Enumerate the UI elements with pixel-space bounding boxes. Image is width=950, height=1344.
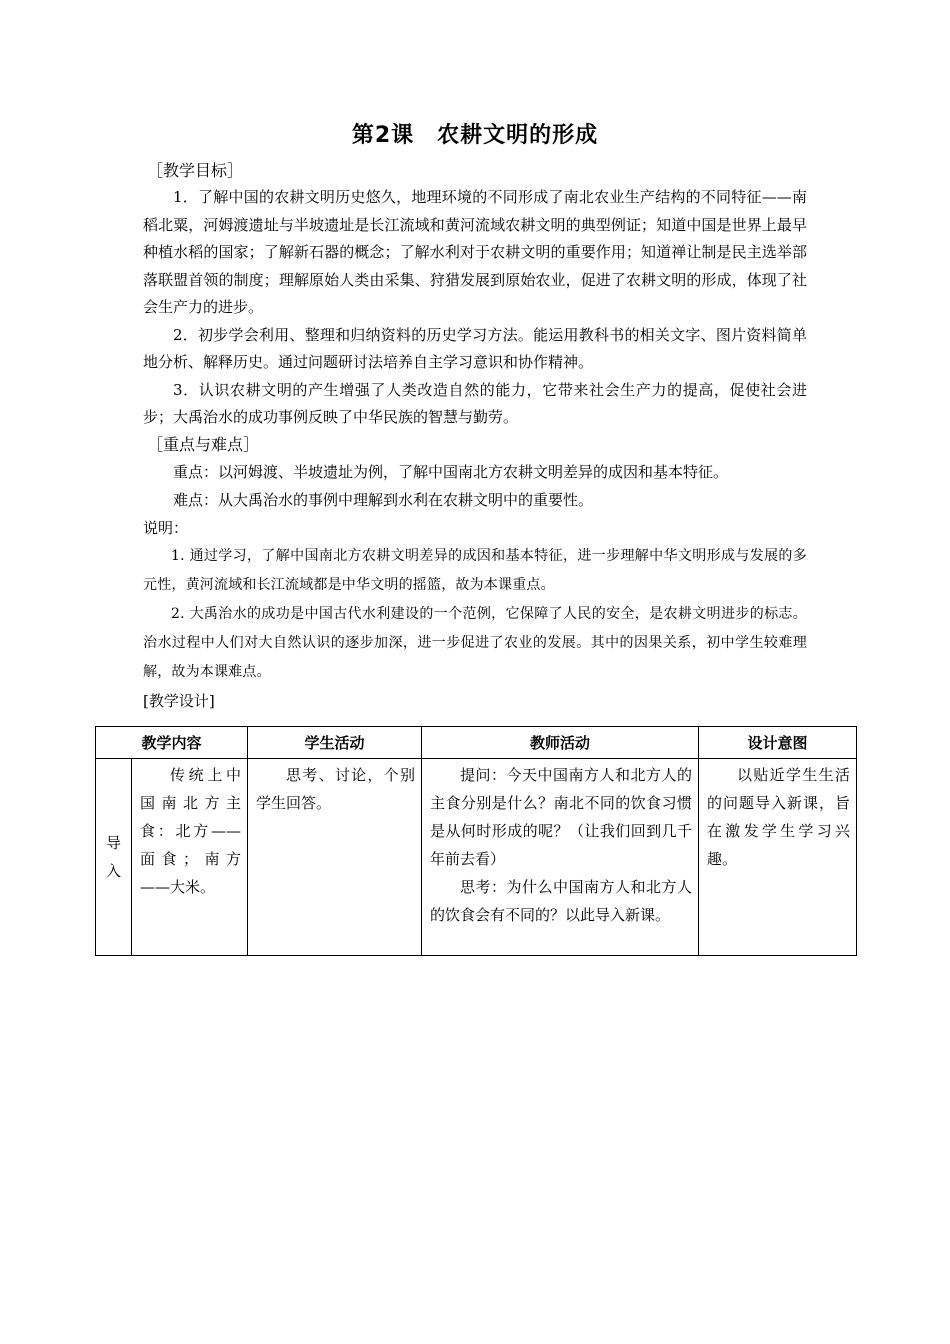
objectives-heading: ［教学目标］: [147, 161, 244, 180]
header-student: 学生活动: [248, 727, 422, 759]
content-cell: [132, 759, 248, 956]
intent-cell: [699, 759, 857, 956]
content-text: 传统上中国南北方主食：北方——面食；南方——大米。: [140, 766, 242, 896]
stage-char: 导: [105, 834, 121, 852]
stage-cell: [96, 759, 132, 956]
objective-item: 1．了解中国的农耕文明历史悠久，地理环境的不同形成了南北农业生产结构的不同特征——南稻北粟，河姆渡遗址与半坡遗址是长江流域和黄河流域农耕文明的典型例证；知道中国是世界上最早种植水稻的国家；了解新石器的概念；了解水利对于农耕文明的重要作用；知道禅让制是民主选举部落联盟首领的制度；理解原始人类由采集、狩猎发展到原始农业，促进了农耕文明的形成，体现了社会生产力的进步。: [143, 188, 807, 316]
teacher-cell: [422, 759, 699, 956]
student-text: 思考、讨论，个别学生回答。: [256, 766, 416, 812]
header-intent: 设计意图: [699, 727, 857, 759]
objective-item: 3．认识农耕文明的产生增强了人类改造自然的能力，它带来社会生产力的提高，促使社会进步；大禹治水的成功事例反映了中华民族的智慧与勤劳。: [143, 380, 807, 426]
key-point: 重点：以河姆渡、半坡遗址为例，了解中国南北方农耕文明差异的成因和基本特征。: [173, 462, 729, 481]
teacher-text: 思考：为什么中国南方人和北方人的饮食会有不同的？以此导入新课。: [430, 878, 693, 924]
explanation-label: 说明：: [143, 518, 189, 537]
explanation-item: 2. 大禹治水的成功是中国古代水利建设的一个范例，它保障了人民的安全，是农耕文明进步的标志。治水过程中人们对大自然认识的逐步加深，进一步促进了农业的发展。其中的因果关系，初中学生较难理解，故为本课难点。: [143, 605, 807, 680]
teaching-design-table: [95, 726, 857, 956]
intent-text: 以贴近学生生活的问题导入新课，旨在激发学生学习兴趣。: [707, 766, 851, 868]
key-points-heading: ［重点与难点］: [147, 434, 260, 454]
objective-item: 2．初步学会利用、整理和归纳资料的历史学习方法。能运用教科书的相关文字、图片资料简单地分析、解释历史。通过问题研讨法培养自主学习意识和协作精神。: [143, 325, 807, 371]
explanation-item: 1. 通过学习，了解中国南北方农耕文明差异的成因和基本特征，进一步理解中华文明形成与发展的多元性，黄河流域和长江流域都是中华文明的摇篮，故为本课重点。: [143, 547, 807, 593]
stage-char: 入: [105, 862, 121, 880]
teacher-text: 提问：今天中国南方人和北方人的主食分别是什么？南北不同的饮食习惯是从何时形成的呢？（让我们回到几千年前去看）: [430, 766, 693, 868]
table-header-row: [96, 727, 857, 759]
difficulty-point: 难点：从大禹治水的事例中理解到水利在农耕文明中的重要性。: [173, 490, 594, 509]
page-title: 第2课 农耕文明的形成: [351, 123, 599, 148]
header-content: 教学内容: [96, 727, 248, 759]
header-teacher: 教师活动: [422, 727, 699, 759]
table-row: [96, 759, 857, 956]
student-cell: [248, 759, 422, 956]
design-label: [教学设计]: [143, 691, 215, 710]
document-body: [143, 158, 807, 715]
